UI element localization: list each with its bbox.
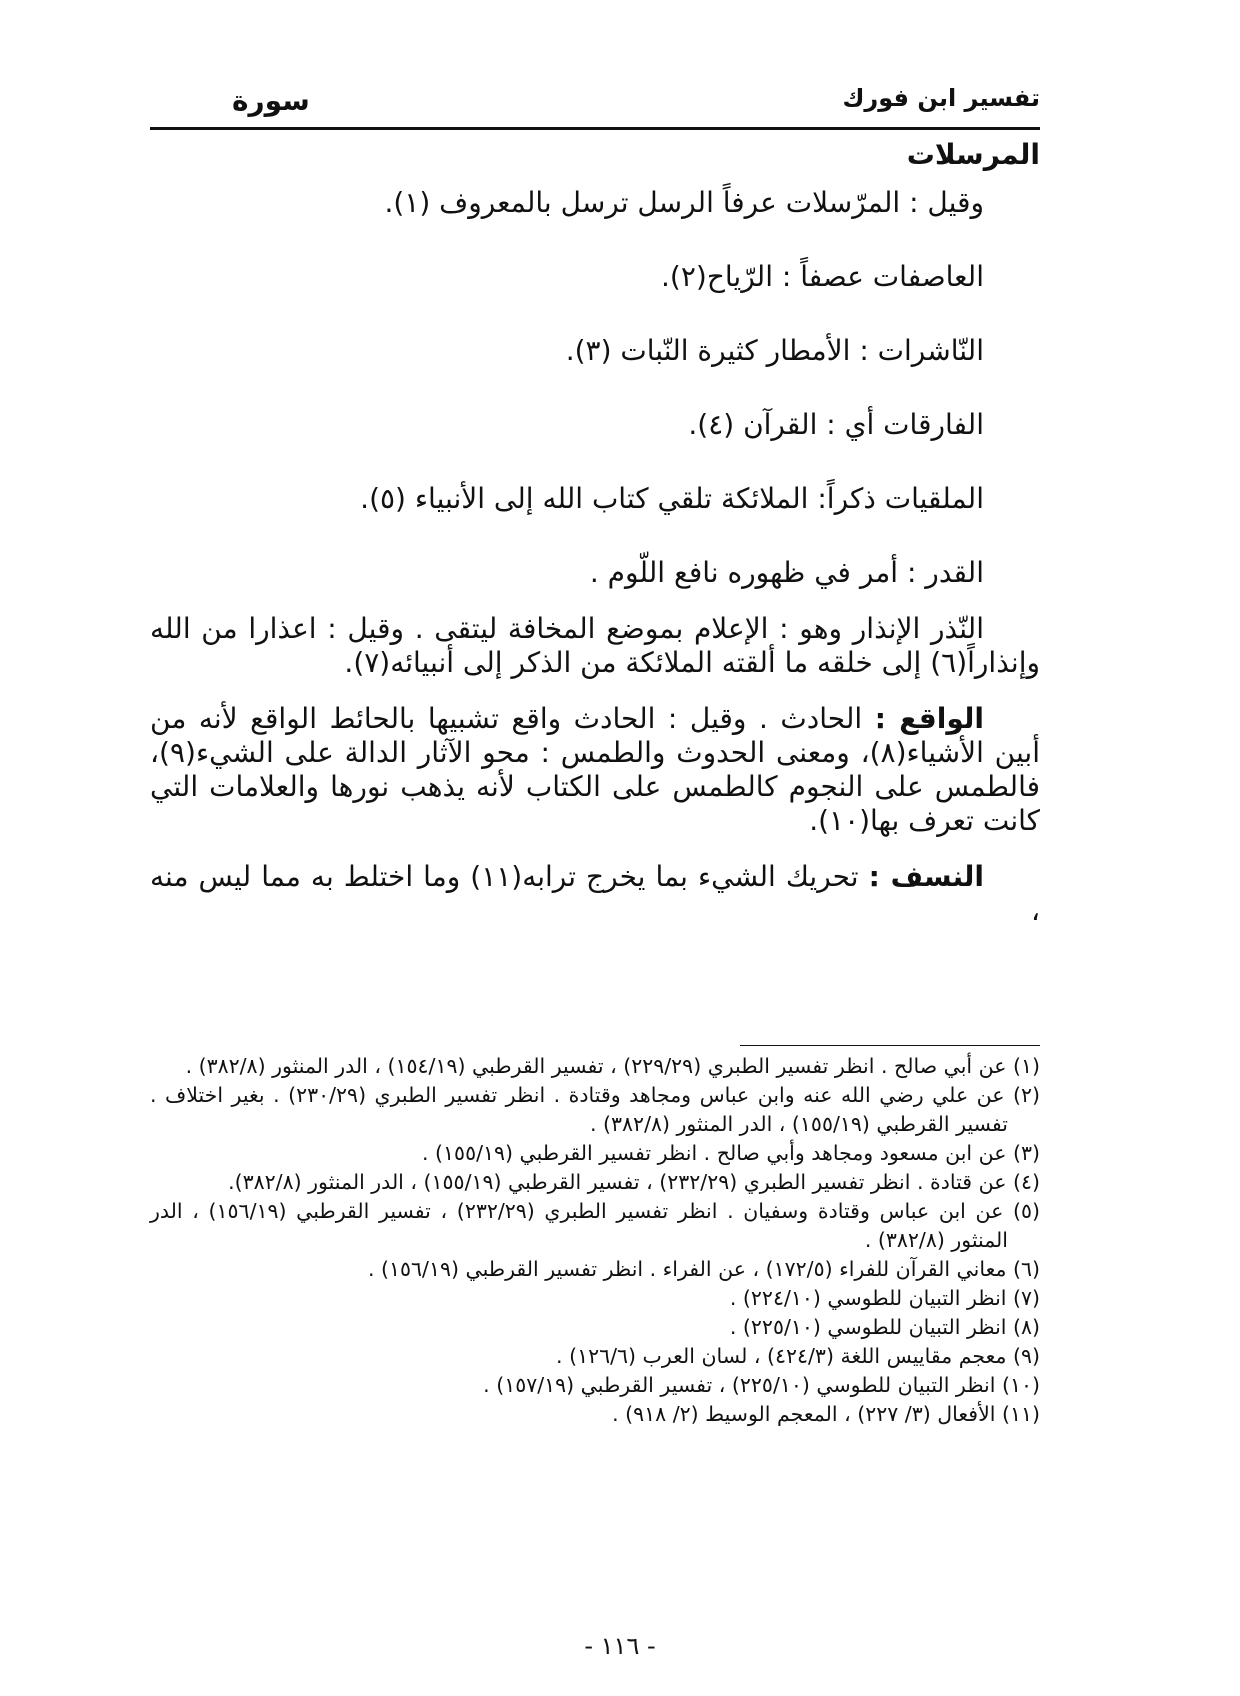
- paragraph: وقيل : المرّسلات عرفاً الرسل ترسل بالمعروف (١).: [384, 186, 984, 219]
- footnote: (٢) عن علي رضي الله عنه وابن عباس ومجاهد وقتادة . انظر تفسير الطبري (٢٣٠/٢٩) . بغير اختلاف . تفسير القرطبي (١٥٥/١٩) ، الدر المنثور (٣٨٢/٨) .: [150, 1083, 1040, 1136]
- paragraph: النّاشرات : الأمطار كثيرة النّبات (٣).: [565, 334, 984, 367]
- running-header-surah-label: سورة: [232, 84, 310, 117]
- term: النسف :: [868, 860, 985, 893]
- footnote-rule: [740, 1045, 1040, 1046]
- running-header-book-title: تفسير ابن فورك: [842, 84, 1040, 112]
- paragraph: الملقيات ذكراً: الملائكة تلقي كتاب الله إلى الأنبياء (٥).: [360, 482, 984, 515]
- paragraph: العاصفات عصفاً : الرّياح(٢).: [661, 260, 984, 293]
- footnote: (٤) عن قتادة . انظر تفسير الطبري (٢٣٢/٢٩) ، تفسير القرطبي (١٥٥/١٩) ، الدر المنثور (٣٨٢/٨).: [228, 1170, 1040, 1194]
- footnote: (٩) معجم مقاييس اللغة (٤٢٤/٣) ، لسان العرب (١٢٦/٦) .: [556, 1344, 1040, 1368]
- main-text: [150, 186, 1040, 950]
- paragraph-al-nasf: النسف : تحريك الشيء بما يخرج ترابه(١١) وما اختلط به مما ليس منه ،: [150, 860, 1040, 927]
- term: الواقع :: [874, 702, 985, 735]
- paragraph: القدر : أمر في ظهوره نافع اللّوم .: [589, 556, 984, 589]
- footnote: (١) عن أبي صالح . انظر تفسير الطبري (٢٢٩/٢٩) ، تفسير القرطبي (١٥٤/١٩) ، الدر المنثور (٣٨٢/٨) .: [185, 1054, 1040, 1078]
- paragraph-al-waqi: الواقع : الحادث . وقيل : الحادث واقع تشبيها بالحائط الواقع لأنه من أبين الأشياء(٨)، ومعنى الحدوث والطمس : محو الآثار الدالة على الشيء(٩)، فالطمس على النجوم كالطمس على الكتاب لأنه يذهب نورها والعلامات التي كانت تعرف بها(١٠).: [150, 702, 1041, 837]
- footnotes: [150, 1052, 1040, 1429]
- footnote: (١٠) انظر التبيان للطوسي (٢٢٥/١٠) ، تفسير القرطبي (١٥٧/١٩) .: [483, 1373, 1040, 1397]
- page-number: - ١١٦ -: [584, 1632, 656, 1660]
- footnote: (١١) الأفعال (٣/ ٢٢٧) ، المعجم الوسيط (٢/ ٩١٨) .: [612, 1402, 1040, 1426]
- paragraph: النّذر الإنذار وهو : الإعلام بموضع المخافة ليتقى . وقيل : اعذارا من الله وإنذاراً(٦) إلى خلقه ما ألقته الملائكة من الذكر إلى أنبيائه(٧).: [150, 612, 1040, 679]
- surah-name: المرسلات: [906, 138, 1040, 171]
- footnote: (٣) عن ابن مسعود ومجاهد وأبي صالح . انظر تفسير القرطبي (١٥٥/١٩) .: [422, 1141, 1040, 1165]
- footnote: (٧) انظر التبيان للطوسي (٢٢٤/١٠) .: [729, 1286, 1040, 1310]
- footnote: (٨) انظر التبيان للطوسي (٢٢٥/١٠) .: [729, 1315, 1040, 1339]
- footnote: (٥) عن ابن عباس وقتادة وسفيان . انظر تفسير الطبري (٢٣٢/٢٩) ، تفسير القرطبي (١٥٦/١٩) ، الدر المنثور (٣٨٢/٨) .: [150, 1199, 1041, 1252]
- footnote: (٦) معاني القرآن للفراء (١٧٢/٥) ، عن الفراء . انظر تفسير القرطبي (١٥٦/١٩) .: [367, 1257, 1040, 1281]
- paragraph: الفارقات أي : القرآن (٤).: [688, 408, 984, 441]
- header-rule: [150, 127, 1040, 130]
